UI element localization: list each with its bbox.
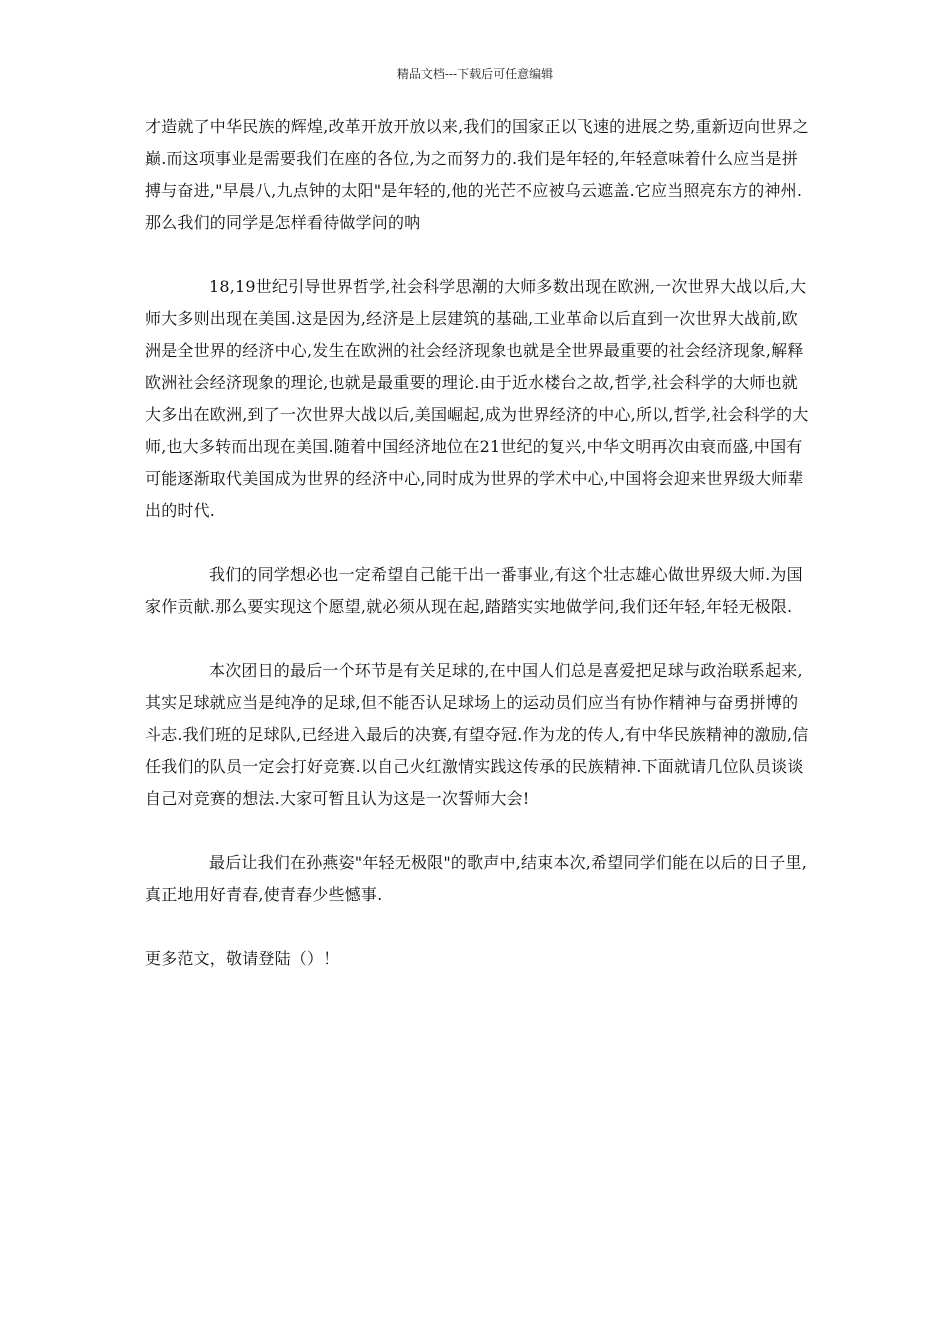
page-header: 精品文档---下载后可任意编辑	[396, 67, 554, 81]
paragraph-2: 18,19世纪引导世界哲学,社会科学思潮的大师多数出现在欧洲,一次世界大战以后,大师大多则出现在美国.这是因为,经济是上层建筑的基础,工业革命以后直到一次世界大战前,欧洲是全世界的经济中心,发生在欧洲的社会经济现象也就是全世界最重要的社会经济现象,解释欧洲社会经济现象的理论,也就是最重要的理论.由于近水楼台之故,哲学,社会科学的大师也就大多出在欧洲,到了一次世界大战以后,美国崛起,成为世界经济的中心,所以,哲学,社会科学的大师,也大多转而出现在美国.随着中国经济地位在21世纪的复兴,中华文明再次由衰而盛,中国有可能逐渐取代美国成为世界的经济中心,同时成为世界的学术中心,中国将会迎来世界级大师辈出的时代.	[145, 277, 809, 520]
paragraph-1: 才造就了中华民族的辉煌,改革开放开放以来,我们的国家正以飞速的进展之势,重新迈向世界之巅.而这项事业是需要我们在座的各位,为之而努力的.我们是年轻的,年轻意味着什么应当是拼搏与奋进,"早晨八,九点钟的太阳"是年轻的,他的光芒不应被乌云遮盖.它应当照亮东方的神州.那么我们的同学是怎样看待做学问的呐	[145, 117, 809, 232]
closing-line: 更多范文，敬请登陆（）！	[145, 949, 340, 968]
document-body	[145, 111, 810, 975]
paragraph-3: 我们的同学想必也一定希望自己能干出一番事业,有这个壮志雄心做世界级大师.为国家作贡献.那么要实现这个愿望,就必须从现在起,踏踏实实地做学问,我们还年轻,年轻无极限.	[145, 565, 803, 616]
paragraph-4: 本次团日的最后一个环节是有关足球的,在中国人们总是喜爱把足球与政治联系起来,其实足球就应当是纯净的足球,但不能否认足球场上的运动员们应当有协作精神与奋勇拼博的斗志.我们班的足球队,已经进入最后的决赛,有望夺冠.作为龙的传人,有中华民族精神的激励,信任我们的队员一定会打好竞赛.以自己火红激情实践这传承的民族精神.下面就请几位队员谈谈自己对竞赛的想法.大家可暂且认为这是一次誓师大会!	[145, 661, 809, 808]
paragraph-5: 最后让我们在孙燕姿"年轻无极限"的歌声中,结束本次,希望同学们能在以后的日子里,真正地用好青春,使青春少些憾事.	[145, 853, 807, 904]
